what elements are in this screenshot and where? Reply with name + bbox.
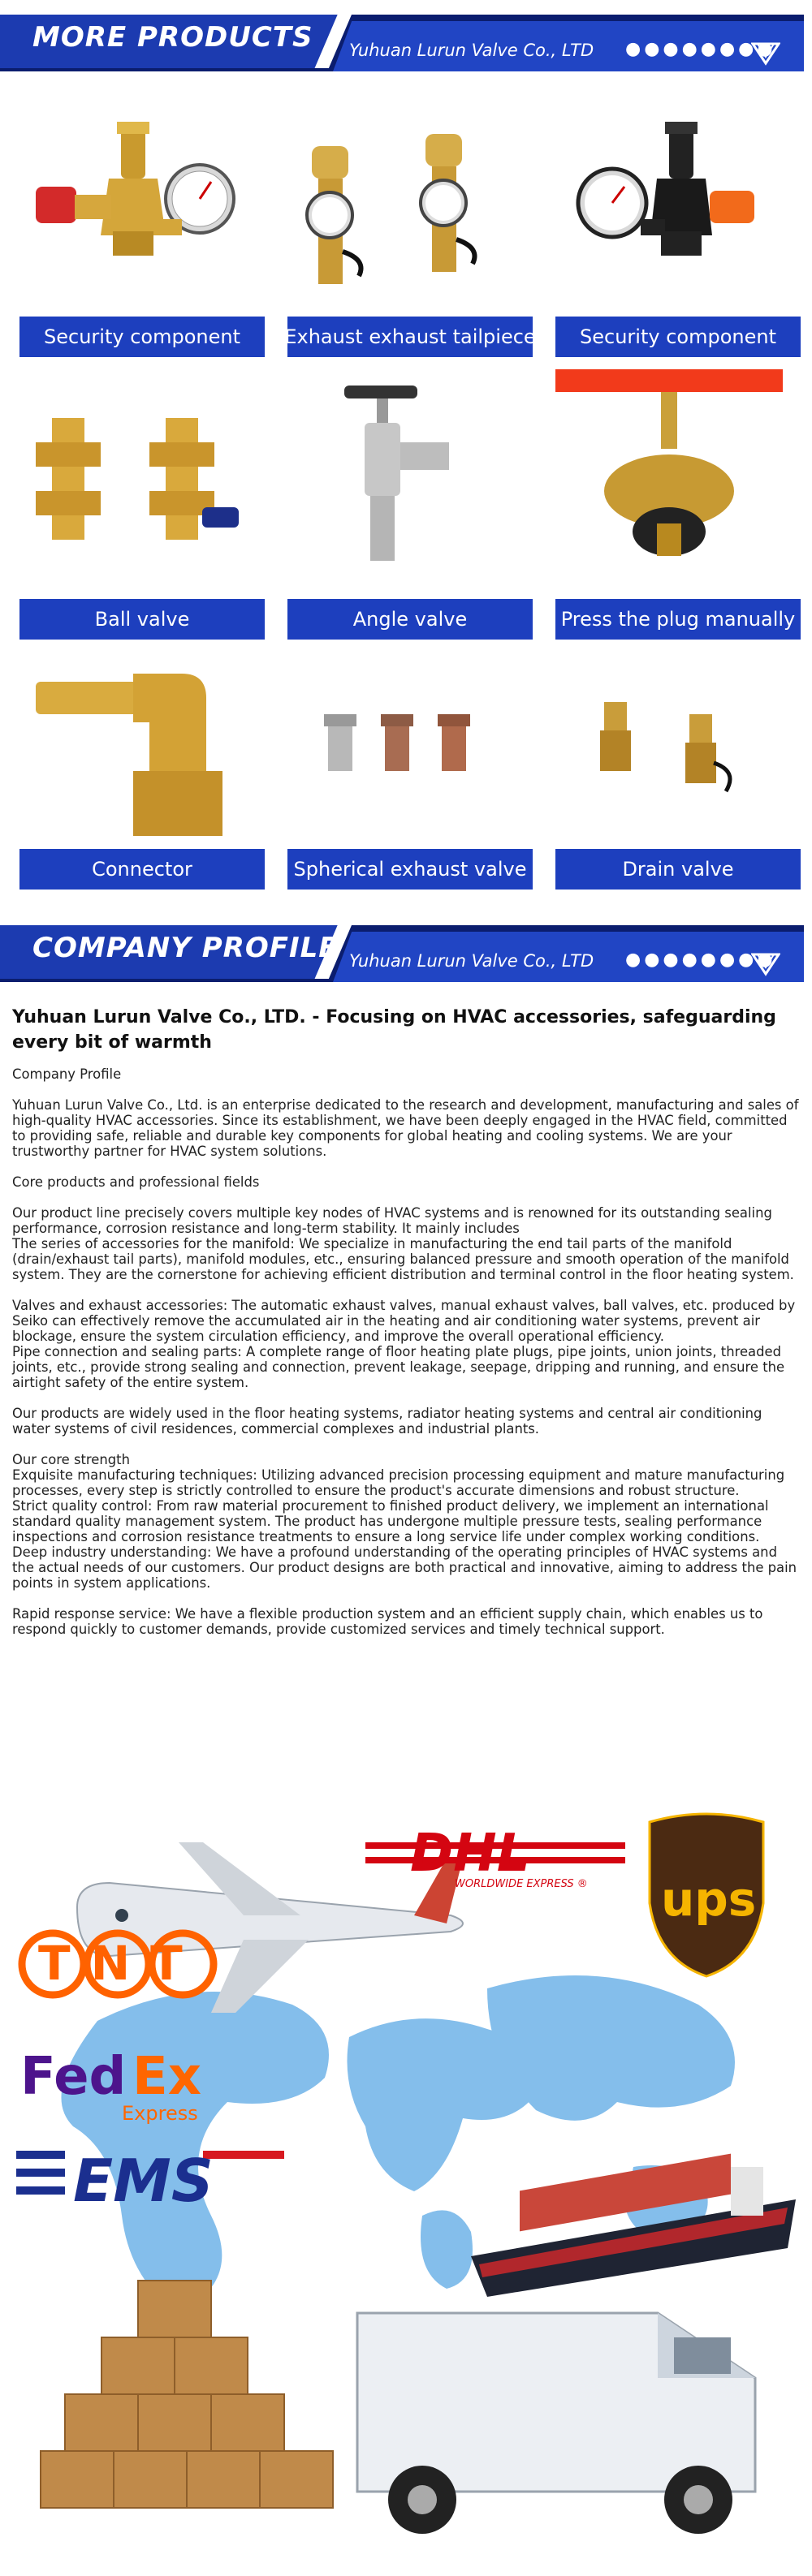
plug-image (547, 369, 802, 572)
exhaust-tailpiece-image (279, 97, 534, 300)
svg-text:Ex: Ex (132, 2047, 201, 2107)
profile-banner-company: Yuhuan Lurun Valve Co., LTD (349, 951, 594, 971)
chevron-down-icon (751, 41, 780, 67)
product-label: Security component (19, 317, 265, 357)
product-label: Exhaust exhaust tailpiece (287, 317, 533, 357)
profile-paragraph: Our core strength Exquisite manufacturing techniques: Utilizing advanced precision processing equipment and mature manufacturing processes, every step is strictly controlled to ensure the product's accurate dimensions and robust structure. Strict quality control: From raw material procurement to finished product delivery, we implement an international standard quality management system. The product has undergone multiple pressure tests, sealing performance inspections and corrosion resistance treatments to ensure a long service life under complex working conditions. Deep industry understanding: We have a profound understanding of the operating principles of HVAC systems and the actual needs of our customers. Our product designs are both practical and innovative, aiming to address the pain points in system applications. (12, 1452, 797, 1591)
profile-paragraph: Rapid response service: We have a flexible production system and an efficient supply chain, which enables us to respond quickly to customer demands, provide customized services and timely technical support. (12, 1606, 767, 1637)
product-card[interactable] (279, 369, 534, 645)
svg-text:EMS: EMS (73, 2147, 214, 2215)
profile-paragraph: Our products are widely used in the floor heating systems, radiator heating systems and central air conditioning water systems of civil residences, commercial complexes and industrial plants. (12, 1406, 767, 1437)
delivery-truck-image (357, 2313, 755, 2534)
products-banner-title: MORE PRODUCTS (32, 21, 313, 54)
connector-image (11, 649, 266, 852)
product-card[interactable] (11, 97, 266, 365)
profile-banner-dots: ●●●●●●●● (625, 950, 776, 970)
cardboard-boxes-image (41, 2281, 333, 2508)
product-label: Ball valve (19, 599, 265, 640)
product-label: Security component (555, 317, 801, 357)
product-card[interactable] (279, 97, 534, 365)
product-label: Drain valve (555, 849, 801, 890)
logistics-illustration (0, 1794, 812, 2576)
safety-valve-image (11, 97, 266, 300)
product-label: Spherical exhaust valve (287, 849, 533, 890)
product-card[interactable] (11, 369, 266, 645)
product-label: Connector (19, 849, 265, 890)
safety-component-black-image (547, 97, 802, 300)
product-card[interactable] (547, 649, 802, 893)
svg-text:ups: ups (661, 1872, 757, 1927)
profile-paragraph: Yuhuan Lurun Valve Co., Ltd. is an enterprise dedicated to the research and development, manufacturing and sales of high-quality HVAC accessories. Since its establishment, we have been deeply engaged in the HVAC field, committed to providing safe, reliable and durable key components for global heating and cooling systems. We are your trustworthy partner for HVAC system solutions. (12, 1097, 803, 1159)
dhl-logo (365, 1824, 625, 1890)
ups-logo (650, 1814, 763, 1976)
profile-paragraph: Company Profile (12, 1066, 122, 1082)
svg-text:TNT: TNT (38, 1936, 203, 1991)
angle-valve-image (279, 369, 534, 572)
company-profile-text (12, 1005, 803, 1637)
profile-banner-title: COMPANY PROFILE (32, 932, 339, 964)
profile-heading: Yuhuan Lurun Valve Co., LTD. - Focusing on HVAC accessories, safeguarding every bit of warmth (12, 1007, 776, 1053)
svg-text:WORLDWIDE EXPRESS ®: WORLDWIDE EXPRESS ® (455, 1878, 588, 1890)
profile-paragraph: Valves and exhaust accessories: The automatic exhaust valves, manual exhaust valves, ball valves, etc. produced by Seiko can effectively remove the accumulated air in the heating and air conditioning water systems, prevent air blockage, ensure the system circulation efficiency, and improve the overall operational efficiency. Pipe connection and sealing parts: A complete range of floor heating plate plugs, pipe joints, union joints, threaded joints, etc., provide strong sealing and connection, prevent leakage, seepage, dripping and running, and ensure the airtight safety of the entire system. (12, 1298, 796, 1390)
product-card[interactable] (547, 369, 802, 645)
drain-valve-image (547, 649, 802, 852)
product-card[interactable] (11, 649, 266, 893)
svg-text:Express: Express (122, 2102, 198, 2125)
svg-text:DHL: DHL (410, 1824, 530, 1884)
chevron-down-icon (751, 951, 780, 977)
products-banner (0, 5, 812, 78)
profile-banner (0, 915, 812, 989)
svg-text:Fed: Fed (20, 2047, 127, 2107)
exhaust-valve-image (279, 649, 534, 852)
tnt-logo (22, 1933, 214, 1995)
product-label: Angle valve (287, 599, 533, 640)
ball-valve-image (11, 369, 266, 572)
profile-paragraph: Core products and professional fields (12, 1174, 260, 1190)
profile-paragraph: Our product line precisely covers multiple key nodes of HVAC systems and is renowned for its outstanding sealing performance, corrosion resistance and long-term stability. It mainly includes The series of accessories for the manifold: We specialize in manufacturing the end tail parts of the manifold (drain/exhaust tail parts), manifold modules, etc., ensuring balanced pressure and smooth operation of the manifold system. They are the cornerstone for achieving efficient distribution and terminal control in the floor heating system. (12, 1205, 794, 1282)
cargo-ship-image (471, 2154, 796, 2297)
product-card[interactable] (279, 649, 534, 893)
products-banner-company: Yuhuan Lurun Valve Co., LTD (349, 41, 594, 60)
ems-logo (16, 2147, 284, 2215)
product-card[interactable] (547, 97, 802, 365)
products-banner-dots: ●●●●●●●● (625, 39, 776, 59)
product-label: Press the plug manually (555, 599, 801, 640)
